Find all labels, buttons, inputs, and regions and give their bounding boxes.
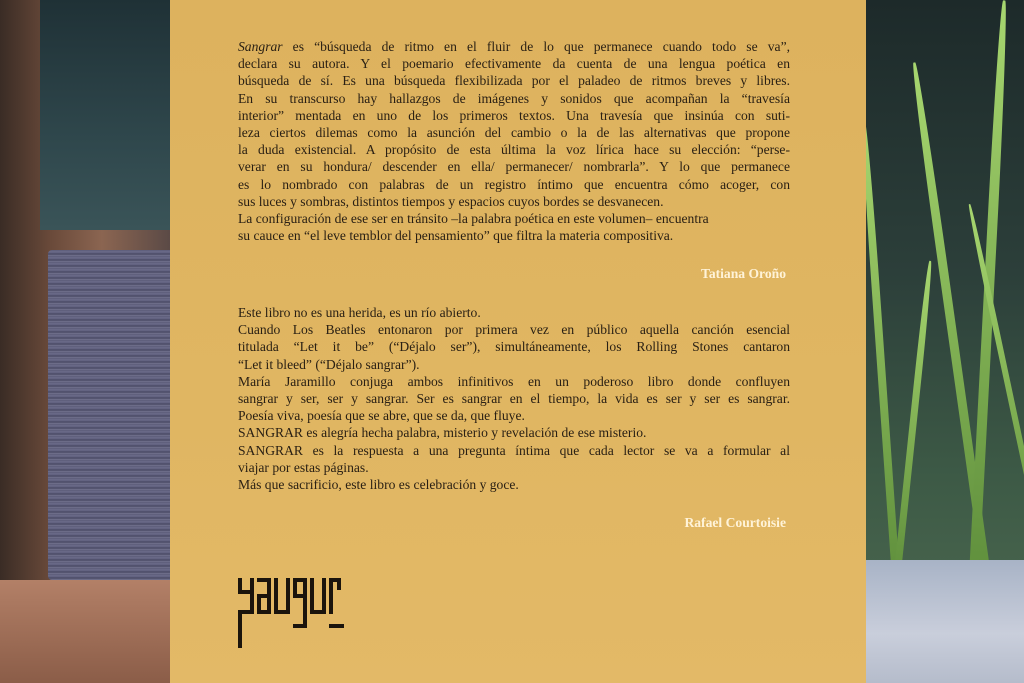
text-line: SANGRAR es alegría hecha palabra, misterio y revelación de ese misterio. — [238, 425, 647, 441]
text-line: sus luces y sombras, distintos tiempos y espacios cuyos bordes se desvanecen. — [238, 193, 664, 209]
background-photo-right — [866, 0, 1024, 683]
background-photo-left — [0, 0, 170, 683]
text-line: titulada “Let it be” (“Déjalo ser”), simultáneamente, los Rolling Stones cantaron — [238, 339, 790, 355]
review-tatiana-orono — [238, 38, 790, 244]
text-line: María Jaramillo conjuga ambos infinitivos en un poderoso libro donde confluyen — [238, 373, 790, 389]
yauguru-logo-icon — [238, 578, 344, 648]
book-title-italic: Sangrar — [238, 39, 283, 54]
author-rafael-courtoisie: Rafael Courtoisie — [684, 515, 786, 530]
text-line — [238, 38, 790, 55]
review-lines — [238, 55, 790, 244]
text-span: es “búsqueda de ritmo en el fluir de lo que permanece cuando todo se va”, — [282, 39, 790, 54]
text-line: interior” mentada en uno de los primeros textos. Una travesía que insinúa con suti- — [238, 107, 790, 123]
review-lines — [238, 304, 790, 493]
window-light — [40, 0, 170, 230]
wooden-table — [0, 580, 170, 683]
text-line: “Let it bleed” (“Déjalo sangrar”). — [238, 356, 420, 372]
text-line: leza ciertos dilemas como la asunción del cambio o la de las alternativas que propone — [238, 125, 790, 141]
text-line: Poesía viva, poesía que se abre, que se da, que fluye. — [238, 408, 525, 424]
author-tatiana-orono: Tatiana Oroño — [701, 266, 786, 281]
grass-blade — [866, 120, 900, 579]
text-line: verar en su hondura/ descender en ella/ permanecer/ nombrarla”. Y lo que permanece — [238, 159, 790, 175]
grass-blade — [893, 261, 933, 580]
text-line: búsqueda de sí. Es una búsqueda flexibilizada por el paladeo de ritmos breves y libres. — [238, 73, 790, 89]
text-line: viajar por estas páginas. — [238, 459, 369, 475]
review-rafael-courtoisie — [238, 304, 790, 493]
text-line: Este libro no es una herida, es un río abierto. — [238, 305, 481, 320]
text-line: En su transcurso hay hallazgos de imágenes y sonidos que acompañan la “travesía — [238, 90, 790, 106]
text-line: La configuración de ese ser en tránsito –la palabra poética en este volumen– encuentra — [238, 211, 709, 227]
text-line: SANGRAR es la respuesta a una pregunta íntima que cada lector se va a formular al — [238, 442, 790, 458]
text-line: Cuando Los Beatles entonaron por primera vez en público aquella canción esencial — [238, 322, 790, 338]
book-back-cover — [170, 0, 866, 683]
book-pages-stack — [48, 250, 170, 580]
text-line: es lo nombrado con palabras de un registro íntimo que encuentra cómo acoger, con — [238, 176, 790, 192]
table-surface — [866, 560, 1024, 683]
text-line: sangrar y ser, ser y sangrar. Ser es sangrar en el tiempo, la vida es ser y ser es sangrar. — [238, 391, 790, 407]
text-line: la duda existencial. A propósito de esta última la voz lírica hace su elección: “perse- — [238, 142, 790, 158]
text-line: su cauce en “el leve temblor del pensamiento” que filtra la materia compositiva. — [238, 228, 674, 244]
text-line: Más que sacrificio, este libro es celebración y goce. — [238, 477, 519, 493]
text-line: declara su autora. Y el poemario efectivamente da cuenta de una lengua poética en — [238, 56, 790, 72]
